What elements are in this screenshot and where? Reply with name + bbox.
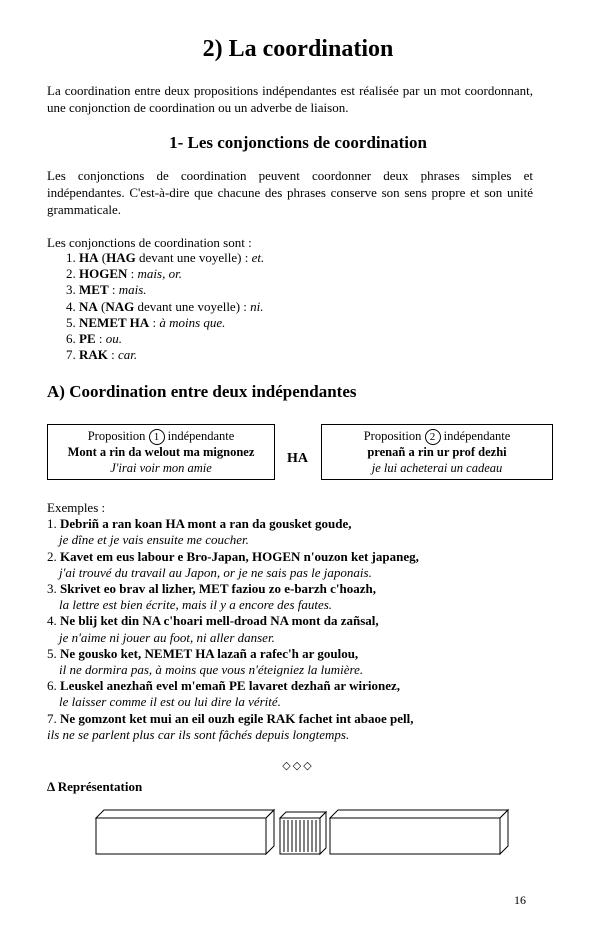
conjunction-french: mais, or. <box>137 266 182 282</box>
conjunction-breton: NA <box>79 298 98 314</box>
example-french: ils ne se parlent plus car ils sont fâchés depuis longtemps. <box>47 726 350 742</box>
item-number: 1. <box>66 250 76 265</box>
conjunction-item <box>66 250 264 266</box>
example-breton <box>47 711 547 727</box>
conjunction-item <box>66 315 264 331</box>
example-breton <box>47 613 547 629</box>
conjunction-variant: HAG <box>106 250 136 265</box>
connector-ha: HA <box>287 451 308 466</box>
section-heading-conjonctions: 1- Les conjonctions de coordination <box>169 133 427 152</box>
box-label: indépendante <box>167 429 235 443</box>
block-right <box>330 810 508 854</box>
conjunction-item <box>66 282 264 298</box>
example-french: il ne dormira pas, à moins que vous n'éteigniez la lumière. <box>59 662 364 678</box>
example-breton-text: Ne gousko ket, NEMET HA lazañ a rafec'h ar goulou, <box>60 645 359 661</box>
example-breton <box>47 516 547 532</box>
block-connector <box>280 812 326 854</box>
conjunction-breton: MET <box>79 282 109 298</box>
example-french: le laisser comme il est ou lui dire la vérité. <box>59 694 281 710</box>
separator-diamonds: ◇◇◇ <box>282 760 314 772</box>
item-note: devant une voyelle) : <box>135 250 252 265</box>
example-french: la lettre est bien écrite, mais il y a encore des fautes. <box>59 597 333 613</box>
example-breton-text: Skrivet eo brav al lizher, MET faziou zo e-barzh c'hoazh, <box>60 581 376 597</box>
conjunction-list <box>66 250 264 363</box>
conjunction-variant: NAG <box>105 298 135 314</box>
example-number: 1. <box>47 516 57 532</box>
item-note: : <box>95 331 106 347</box>
item-number: 3. <box>66 282 76 298</box>
representation-diagram <box>90 808 520 858</box>
circled-number: 2 <box>425 429 441 445</box>
conjunction-french: mais. <box>118 282 147 298</box>
item-number: 7. <box>66 347 76 363</box>
conjunction-breton: HOGEN <box>79 266 128 282</box>
example-number: 2. <box>47 548 57 564</box>
examples-label: Exemples : <box>47 500 106 515</box>
page-number: 16 <box>514 893 526 907</box>
item-note: devant une voyelle) : <box>134 298 251 314</box>
example-number: 3. <box>47 581 57 597</box>
representation-label: Représentation <box>57 779 143 794</box>
box-label: indépendante <box>443 429 511 443</box>
item-note: : <box>108 282 119 298</box>
block-left <box>96 810 274 854</box>
conjunction-item <box>66 331 264 347</box>
proposition-box-1 <box>47 424 275 480</box>
item-number: 5. <box>66 314 76 330</box>
item-note: : <box>149 314 160 330</box>
example-number: 4. <box>47 613 57 629</box>
item-number: 6. <box>66 331 76 347</box>
example-breton-text: Ne gomzont ket mui an eil ouzh egile RAK fachet int abaoe pell, <box>60 710 414 726</box>
example-french: je dîne et je vais ensuite me coucher. <box>59 532 249 548</box>
example-breton-text: Kavet em eus labour e Bro-Japan, HOGEN n'ouzon ket japaneg, <box>60 548 419 564</box>
box-label: Proposition <box>87 429 146 443</box>
conjunction-french: à moins que. <box>159 314 226 330</box>
french-text: J'irai voir mon amie <box>110 460 212 475</box>
conjunction-french: ni. <box>250 298 264 314</box>
conjunction-breton: RAK <box>79 347 108 363</box>
example-breton <box>47 678 547 694</box>
conjunction-item <box>66 299 264 315</box>
example-breton-text: Debriñ a ran koan HA mont a ran da gousket goude, <box>60 516 352 532</box>
example-number: 6. <box>47 678 57 694</box>
conjunction-french: et. <box>251 250 265 265</box>
conjunction-item <box>66 347 264 363</box>
example-french: je n'aime ni jouer au foot, ni aller danser. <box>59 629 275 645</box>
page-title: 2) La coordination <box>202 36 394 62</box>
box-label: Proposition <box>363 429 422 443</box>
proposition-box-2 <box>321 424 553 480</box>
example-breton <box>47 646 547 662</box>
conjunction-breton: NEMET HA <box>79 314 150 330</box>
conjunction-french: car. <box>118 347 138 363</box>
breton-text: Mont a rin da welout ma mignonez <box>67 445 255 460</box>
example-number: 5. <box>47 645 57 661</box>
example-breton <box>47 581 547 597</box>
example-french: j'ai trouvé du travail au Japon, or je ne sais pas le japonais. <box>59 564 372 580</box>
conjunction-breton: HA <box>79 250 99 265</box>
section-heading-coordination: A) Coordination entre deux indépendantes <box>47 382 357 401</box>
example-breton-text: Ne blij ket din NA c'hoari mell-droad NA mont da zañsal, <box>60 613 379 629</box>
item-note: : <box>127 266 138 282</box>
item-paren: ( <box>97 298 106 314</box>
section-paragraph: Les conjonctions de coordination peuvent coordonner deux phrases simples et indépendantes. C'est-à-dire que chacune des phrases conserve son sens propre et son unité grammaticale. <box>47 168 533 217</box>
item-number: 4. <box>66 298 76 314</box>
breton-text: prenañ a rin ur prof dezhi <box>367 445 507 460</box>
intro-paragraph: La coordination entre deux propositions indépendantes est réalisée par un mot coordonnant, une conjonction de coordination ou un adverbe de liaison. <box>47 83 533 115</box>
conjunction-french: ou. <box>105 331 122 347</box>
representation-heading <box>47 779 142 795</box>
item-note: : <box>107 347 119 363</box>
example-number: 7. <box>47 710 57 726</box>
circled-number: 1 <box>149 429 165 445</box>
delta-symbol: Δ <box>47 779 55 794</box>
french-text: je lui acheterai un cadeau <box>371 460 503 475</box>
item-number: 2. <box>66 266 76 282</box>
examples-list <box>47 500 547 743</box>
conjunction-breton: PE <box>79 331 96 347</box>
example-breton <box>47 549 547 565</box>
example-breton-text: Leuskel anezhañ evel m'emañ PE lavaret dezhañ ar wirionez, <box>60 678 401 694</box>
list-intro: Les conjonctions de coordination sont : <box>47 235 252 250</box>
conjunction-item <box>66 266 264 282</box>
item-paren: ( <box>98 250 107 265</box>
